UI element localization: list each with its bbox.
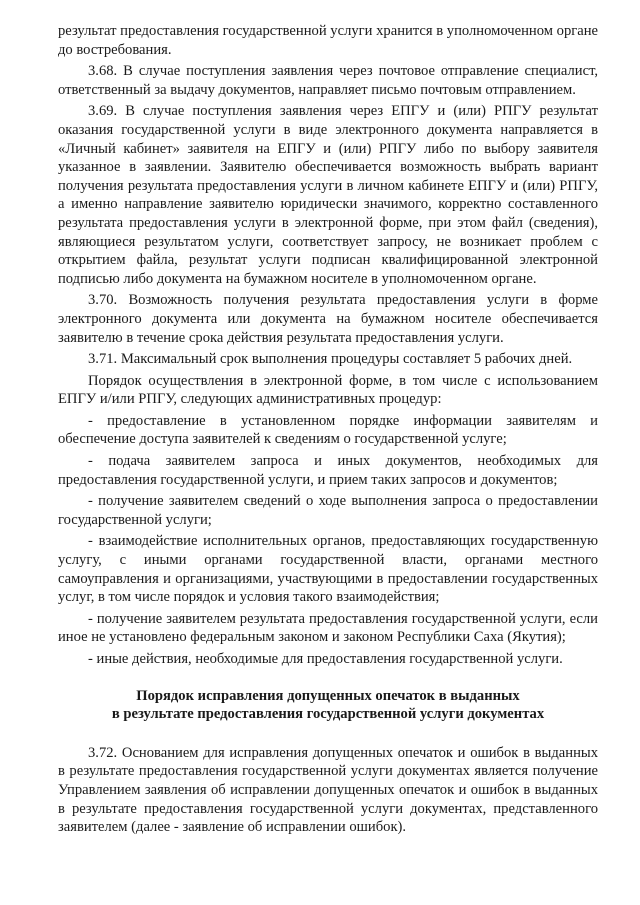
list-item-info-provision: - предоставление в установленном порядке информации заявителям и обеспечение доступа заявителей к сведениям о государственной услуге; [58,412,598,448]
document-page [58,22,598,837]
list-item-interaction: - взаимодействие исполнительных органов, предоставляющих государственную услугу, с иными органами государственной власти, органами местного самоуправления и организациями, участвующими в предоставлении государственных услуг, в том числе порядок и условия такого взаимодействия; [58,533,598,606]
paragraph-result-storage: результат предоставления государственной услуги хранится в уполномоченном органе до востребования. [58,23,598,58]
section-heading [58,687,598,724]
list-item-request-submission: - подача заявителем запроса и иных документов, необходимых для предоставления государственной услуги, и прием таких запросов и документов; [58,453,598,488]
list-item-status-info: - получение заявителем сведений о ходе выполнения запроса о предоставлении государственной услуги; [58,493,598,528]
paragraph-3-69: 3.69. В случае поступления заявления через ЕПГУ и (или) РПГУ результат оказания государственной услуги в виде электронного документа направляется в «Личный кабинет» заявителя на ЕПГУ и (или) РПГУ либо по выбору заявителя указанное в заявлении. Заявителю обеспечивается возможность выбрать вариант получения результата предоставления услуги в личном кабинете ЕПГУ и (или) РПГУ, а именно направление заявителю юридически значимого, корректно составленного результата предоставления услуги в электронной форме, при этом файл (сведения), являющиеся результатом услуги, соответствует запросу, не возникает проблем с открытием файла, результат услуги подписан квалифицированной электронной подписью либо документа на бумажном носителе в уполномоченном органе. [58,103,598,287]
paragraph-procedures-intro: Порядок осуществления в электронной форме, в том числе с использованием ЕПГУ и/или РПГУ, следующих административных процедур: [58,372,598,408]
section-heading-line-1: Порядок исправления допущенных опечаток в выданных [136,687,520,704]
list-item-result-receipt: - получение заявителем результата предоставления государственной услуги, если иное не установлено федеральным законом и законом Республики Саха (Якутия); [58,610,598,646]
list-item-other-actions: - иные действия, необходимые для предоставления государственной услуги. [88,651,563,667]
paragraph-3-71: 3.71. Максимальный срок выполнения процедуры составляет 5 рабочих дней. [88,351,573,368]
paragraph-3-70: 3.70. Возможность получения результата предоставления услуги в форме электронного документа или документа на бумажном носителе обеспечивается заявителю в течение срока действия результата предоставления услуги. [58,292,598,346]
paragraph-3-72: 3.72. Основанием для исправления допущенных опечаток и ошибок в выданных в результате предоставления государственной услуги документах является получение Управлением заявления об исправлении допущенных опечаток и ошибок в выданных в результате предоставления государственной услуги документах, представленного заявителем (далее - заявление об исправлении ошибок). [58,744,598,836]
section-heading-line-2: в результате предоставления государственной услуги документах [111,706,545,723]
paragraph-3-68: 3.68. В случае поступления заявления через почтовое отправление специалист, ответственный за выдачу документов, направляет письмо почтовым отправлением. [58,63,598,98]
